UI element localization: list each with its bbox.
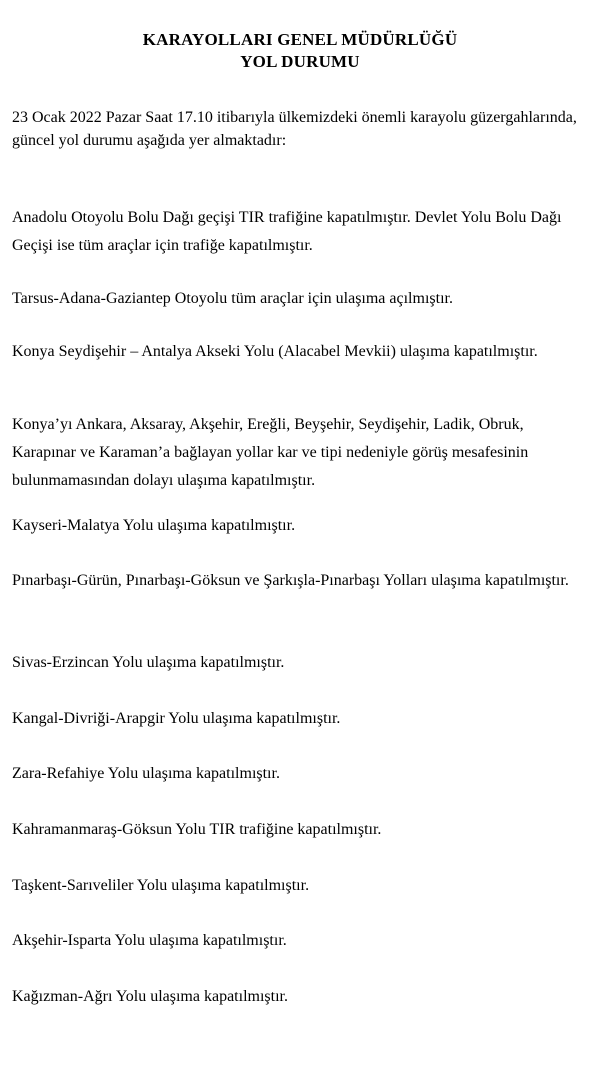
road-status-item: Sivas-Erzincan Yolu ulaşıma kapatılmıştır. (12, 654, 285, 671)
road-status-item: Tarsus-Adana-Gaziantep Otoyolu tüm araçlar için ulaşıma açılmıştır. (12, 290, 453, 307)
road-status-item: Konya Seydişehir – Antalya Akseki Yolu (Alacabel Mevkii) ulaşıma kapatılmıştır. (12, 343, 538, 360)
road-status-item: Kahramanmaraş-Göksun Yolu TIR trafiğine kapatılmıştır. (12, 821, 382, 838)
road-status-item: Pınarbaşı-Gürün, Pınarbaşı-Göksun ve Şarkışla-Pınarbaşı Yolları ulaşıma kapatılmıştır. (12, 572, 569, 589)
road-status-item: Kağızman-Ağrı Yolu ulaşıma kapatılmıştır. (12, 988, 288, 1005)
document-title: KARAYOLLARI GENEL MÜDÜRLÜĞÜ (142, 30, 458, 49)
road-status-item: Kangal-Divriği-Arapgir Yolu ulaşıma kapatılmıştır. (12, 710, 341, 727)
road-status-item: Anadolu Otoyolu Bolu Dağı geçişi TIR trafiğine kapatılmıştır. Devlet Yolu Bolu Dağı Geçişi ise tüm araçlar için trafiğe kapatılmıştır. (12, 209, 562, 254)
road-status-item: Taşkent-Sarıveliler Yolu ulaşıma kapatılmıştır. (12, 877, 310, 894)
road-status-item: Zara-Refahiye Yolu ulaşıma kapatılmıştır. (12, 765, 280, 782)
road-status-item: Kayseri-Malatya Yolu ulaşıma kapatılmıştır. (12, 517, 296, 534)
document-subtitle: YOL DURUMU (240, 52, 360, 71)
road-status-item: Akşehir-Isparta Yolu ulaşıma kapatılmıştır. (12, 932, 287, 949)
intro-paragraph: 23 Ocak 2022 Pazar Saat 17.10 itibarıyla ülkemizdeki önemli karayolu güzergahlarında, güncel yol durumu aşağıda yer almaktadır: (12, 109, 577, 149)
road-status-item: Konya’yı Ankara, Aksaray, Akşehir, Ereğli, Beyşehir, Seydişehir, Ladik, Obruk, Karapınar ve Karaman’a bağlayan yollar kar ve tipi nedeniyle görüş mesafesinin bulunmamasından dolayı ulaşıma kapatılmıştır. (12, 416, 529, 489)
